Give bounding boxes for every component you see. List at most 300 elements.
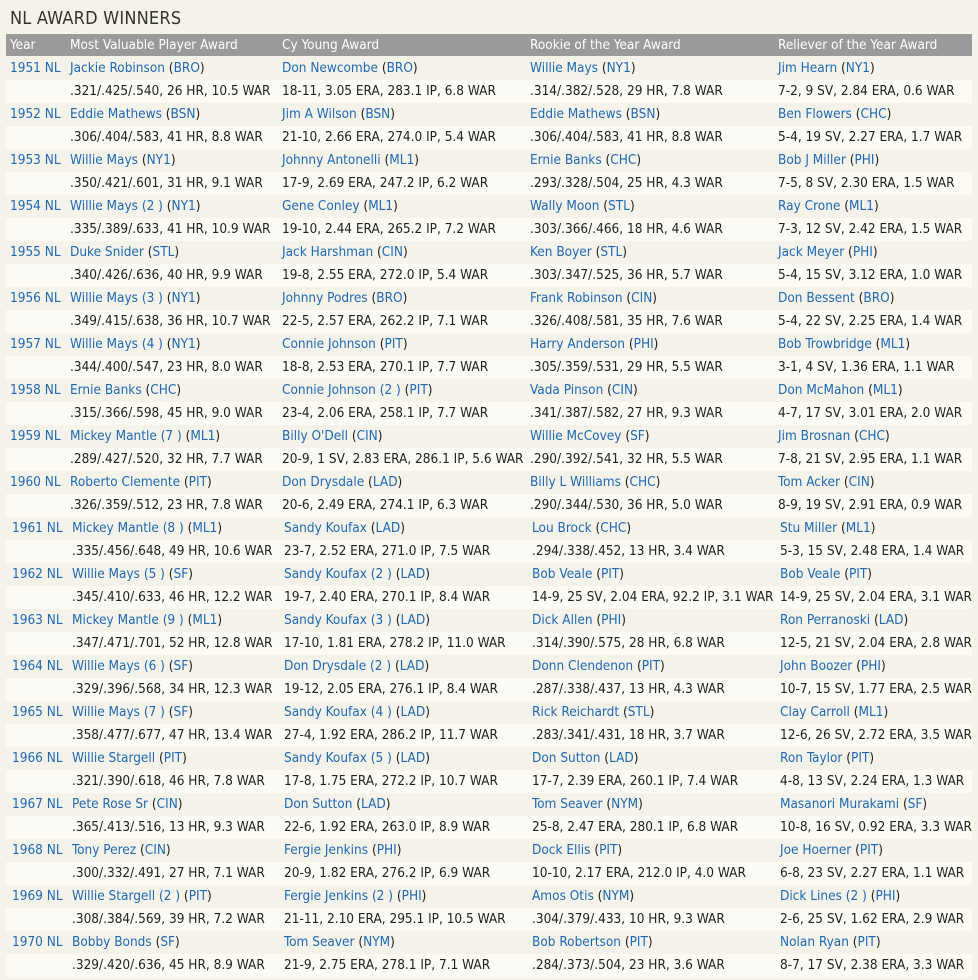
player-link[interactable]: Willie Mays (5 ): [72, 566, 165, 582]
player-link[interactable]: Nolan Ryan: [780, 934, 849, 950]
player-link[interactable]: Don McMahon: [778, 382, 865, 398]
player-link[interactable]: Billy O'Dell: [282, 428, 348, 444]
team-link[interactable]: PIT: [600, 566, 620, 582]
player-link[interactable]: Bobby Bonds: [72, 934, 152, 950]
table-row: [6, 931, 972, 954]
table-row: [6, 793, 972, 816]
cy-young-stats: 23-4, 2.06 ERA, 258.1 IP, 7.7 WAR: [282, 405, 489, 421]
team-link[interactable]: CHC: [610, 152, 637, 168]
reliever-stats: 12-5, 21 SV, 2.04 ERA, 2.8 WAR: [780, 635, 972, 651]
reliever-stats: 5-4, 19 SV, 2.27 ERA, 1.7 WAR: [778, 129, 963, 145]
player-link[interactable]: Don Bessent: [778, 290, 855, 306]
cy-young-winner: Billy O'Dell (CIN): [282, 428, 383, 444]
reliever-stats: 7-8, 21 SV, 2.95 ERA, 1.1 WAR: [778, 451, 963, 467]
player-link[interactable]: Lou Brock: [532, 520, 592, 536]
team-link[interactable]: NYM: [602, 888, 630, 904]
year-link[interactable]: 1960 NL: [10, 474, 61, 490]
table-row-stats: [6, 586, 972, 609]
year-link[interactable]: 1964 NL: [12, 658, 63, 674]
team-link[interactable]: NYM: [363, 934, 391, 950]
team-link[interactable]: NY1: [845, 60, 870, 76]
table-row: [6, 379, 972, 402]
player-link[interactable]: Willie Stargell (2 ): [72, 888, 181, 904]
player-link[interactable]: Mickey Mantle (7 ): [70, 428, 182, 444]
table-row: [6, 425, 972, 448]
team-link[interactable]: NY1: [171, 198, 196, 214]
team-link[interactable]: ML1: [880, 336, 906, 352]
cy-young-stats: 21-9, 2.75 ERA, 278.1 IP, 7.1 WAR: [284, 957, 491, 973]
table-row-stats: [6, 402, 972, 425]
player-link[interactable]: Stu Miller: [780, 520, 838, 536]
player-link[interactable]: Don Sutton: [284, 796, 353, 812]
player-link[interactable]: Sandy Koufax (5 ): [284, 750, 392, 766]
team-link[interactable]: CIN: [156, 796, 178, 812]
table-row-stats: [6, 632, 972, 655]
reliever-winner: Ron Taylor (PIT): [780, 750, 875, 766]
team-link[interactable]: ML1: [858, 704, 884, 720]
team-link[interactable]: LAD: [399, 658, 425, 674]
year-link[interactable]: 1957 NL: [10, 336, 61, 352]
year-link[interactable]: 1951 NL: [10, 60, 61, 76]
team-link[interactable]: PIT: [857, 934, 876, 950]
rookie-stats: .284/.373/.504, 23 HR, 3.6 WAR: [532, 957, 725, 973]
player-link[interactable]: Mickey Mantle (9 ): [72, 612, 184, 628]
player-link[interactable]: Jim Hearn: [778, 60, 838, 76]
team-link[interactable]: PIT: [409, 382, 428, 398]
player-link[interactable]: Willie Mays (2 ): [70, 198, 163, 214]
mvp-winner: Bobby Bonds (SF): [72, 934, 180, 950]
cy-young-stats: 22-5, 2.57 ERA, 262.2 IP, 7.1 WAR: [282, 313, 489, 329]
year-link[interactable]: 1970 NL: [12, 934, 63, 950]
year-link[interactable]: 1959 NL: [10, 428, 61, 444]
rookie-winner: Wally Moon (STL): [530, 198, 635, 214]
team-link[interactable]: SF: [630, 428, 645, 444]
player-link[interactable]: Don Drysdale (2 ): [284, 658, 392, 674]
table-row: [6, 287, 972, 310]
mvp-winner: Willie Stargell (PIT): [72, 750, 187, 766]
player-link[interactable]: Willie Mays (7 ): [72, 704, 165, 720]
player-link[interactable]: Jack Harshman: [282, 244, 374, 260]
team-link[interactable]: LAD: [400, 750, 426, 766]
reliever-winner: Bob Veale (PIT): [780, 566, 873, 582]
team-link[interactable]: PIT: [163, 750, 183, 766]
team-link[interactable]: SF: [173, 566, 189, 582]
team-link[interactable]: CIN: [631, 290, 653, 306]
team-link[interactable]: CIN: [356, 428, 378, 444]
player-link[interactable]: Johnny Antonelli: [282, 152, 381, 168]
team-link[interactable]: PHI: [376, 842, 397, 858]
year-link[interactable]: 1967 NL: [12, 796, 63, 812]
rookie-winner: Amos Otis (NYM): [532, 888, 635, 904]
player-link[interactable]: Duke Snider: [70, 244, 144, 260]
team-link[interactable]: STL: [152, 244, 175, 260]
team-link[interactable]: PIT: [188, 888, 208, 904]
team-link[interactable]: LAD: [400, 612, 426, 628]
rookie-stats: .306/.404/.583, 41 HR, 8.8 WAR: [530, 129, 723, 145]
team-link[interactable]: PHI: [875, 888, 896, 904]
team-link[interactable]: ML1: [389, 152, 415, 168]
mvp-stats: .358/.477/.677, 47 HR, 13.4 WAR: [72, 727, 273, 743]
mvp-winner: Mickey Mantle (7 ) (ML1): [70, 428, 221, 444]
reliever-stats: 8-9, 19 SV, 2.91 ERA, 0.9 WAR: [778, 497, 963, 513]
year-link[interactable]: 1954 NL: [10, 198, 61, 214]
year-link[interactable]: 1969 NL: [12, 888, 63, 904]
team-link[interactable]: BSN: [630, 106, 656, 122]
year-link[interactable]: 1958 NL: [10, 382, 61, 398]
table-row-stats: [6, 310, 972, 333]
year-link[interactable]: 1961 NL: [12, 520, 63, 536]
player-link[interactable]: Ray Crone: [778, 198, 841, 214]
player-link[interactable]: Bob Veale: [780, 566, 841, 582]
player-link[interactable]: Fergie Jenkins: [284, 842, 369, 858]
rookie-winner: Don Sutton (LAD): [532, 750, 639, 766]
mvp-stats: .321/.390/.618, 46 HR, 7.8 WAR: [72, 773, 265, 789]
player-link[interactable]: Connie Johnson: [282, 336, 376, 352]
player-link[interactable]: Masanori Murakami: [780, 796, 900, 812]
mvp-stats: .329/.396/.568, 34 HR, 12.3 WAR: [72, 681, 273, 697]
player-link[interactable]: Ron Taylor: [780, 750, 843, 766]
reliever-winner: Ray Crone (ML1): [778, 198, 879, 214]
mvp-stats: .289/.427/.520, 32 HR, 7.7 WAR: [70, 451, 263, 467]
mvp-winner: Mickey Mantle (9 ) (ML1): [72, 612, 223, 628]
player-link[interactable]: Willie Mays (3 ): [70, 290, 163, 306]
table-row-stats: [6, 540, 972, 563]
player-link[interactable]: Harry Anderson: [530, 336, 626, 352]
team-link[interactable]: CIN: [381, 244, 403, 260]
player-link[interactable]: Sandy Koufax: [284, 520, 367, 536]
rookie-stats: 10-10, 2.17 ERA, 212.0 IP, 4.0 WAR: [532, 865, 746, 881]
cy-young-winner: Jack Harshman (CIN): [282, 244, 408, 260]
team-link[interactable]: PIT: [384, 336, 403, 352]
cy-young-stats: 19-7, 2.40 ERA, 270.1 IP, 8.4 WAR: [284, 589, 491, 605]
player-link[interactable]: Sandy Koufax (2 ): [284, 566, 392, 582]
team-link[interactable]: PHI: [401, 888, 422, 904]
mvp-stats: .321/.425/.540, 26 HR, 10.5 WAR: [70, 83, 271, 99]
team-link[interactable]: ML1: [845, 520, 871, 536]
team-link[interactable]: BSN: [170, 106, 196, 122]
year-link[interactable]: 1966 NL: [12, 750, 63, 766]
player-link[interactable]: Willie Mays (6 ): [72, 658, 165, 674]
reliever-winner: Clay Carroll (ML1): [780, 704, 889, 720]
rookie-stats: 17-7, 2.39 ERA, 260.1 IP, 7.4 WAR: [532, 773, 739, 789]
team-link[interactable]: BRO: [173, 60, 200, 76]
team-link[interactable]: SF: [173, 704, 189, 720]
mvp-stats: .326/.359/.512, 23 HR, 7.8 WAR: [70, 497, 263, 513]
cy-young-winner: Sandy Koufax (3 ) (LAD): [284, 612, 430, 628]
team-link[interactable]: ML1: [190, 428, 216, 444]
player-link[interactable]: Gene Conley: [282, 198, 360, 214]
player-link[interactable]: Tom Seaver: [284, 934, 355, 950]
team-link[interactable]: SF: [160, 934, 176, 950]
player-link[interactable]: Don Drysdale: [282, 474, 365, 490]
player-link[interactable]: Ron Perranoski: [780, 612, 871, 628]
rookie-stats: .314/.390/.575, 28 HR, 6.8 WAR: [532, 635, 725, 651]
player-link[interactable]: Joe Hoerner: [780, 842, 852, 858]
player-link[interactable]: Bob Trowbridge: [778, 336, 872, 352]
year-block: [6, 379, 972, 425]
player-link[interactable]: Jack Meyer: [778, 244, 845, 260]
player-link[interactable]: Frank Robinson: [530, 290, 623, 306]
team-link[interactable]: LAD: [400, 704, 426, 720]
team-link[interactable]: LAD: [609, 750, 634, 766]
player-link[interactable]: Don Sutton: [532, 750, 601, 766]
player-link[interactable]: Connie Johnson (2 ): [282, 382, 401, 398]
team-link[interactable]: PIT: [641, 658, 661, 674]
reliever-stats: 7-5, 8 SV, 2.30 ERA, 1.5 WAR: [778, 175, 955, 191]
player-link[interactable]: Vada Pinson: [530, 382, 604, 398]
cy-young-stats: 19-12, 2.05 ERA, 276.1 IP, 8.4 WAR: [284, 681, 498, 697]
team-link[interactable]: LAD: [361, 796, 386, 812]
player-link[interactable]: Rick Reichardt: [532, 704, 620, 720]
team-link[interactable]: PHI: [633, 336, 654, 352]
team-link[interactable]: ML1: [872, 382, 898, 398]
team-link[interactable]: PHI: [854, 152, 875, 168]
mvp-stats: .347/.471/.701, 52 HR, 12.8 WAR: [72, 635, 273, 651]
player-link[interactable]: Clay Carroll: [780, 704, 850, 720]
player-link[interactable]: Ben Flowers: [778, 106, 852, 122]
team-link[interactable]: CIN: [611, 382, 634, 398]
player-link[interactable]: Jackie Robinson: [70, 60, 165, 76]
rookie-winner: Eddie Mathews (BSN): [530, 106, 661, 122]
cy-young-stats: 27-4, 1.92 ERA, 286.2 IP, 11.7 WAR: [284, 727, 498, 743]
year-link[interactable]: 1952 NL: [10, 106, 61, 122]
player-link[interactable]: Amos Otis: [532, 888, 594, 904]
player-link[interactable]: Ernie Banks: [70, 382, 142, 398]
table-row-stats: [6, 356, 972, 379]
year-link[interactable]: 1963 NL: [12, 612, 63, 628]
team-link[interactable]: SF: [173, 658, 189, 674]
cy-young-stats: 21-10, 2.66 ERA, 274.0 IP, 5.4 WAR: [282, 129, 496, 145]
team-link[interactable]: ML1: [368, 198, 394, 214]
reliever-stats: 3-1, 4 SV, 1.36 ERA, 1.1 WAR: [778, 359, 955, 375]
table-row: [6, 517, 972, 540]
table-row-stats: [6, 908, 972, 931]
reliever-winner: Dick Lines (2 ) (PHI): [780, 888, 901, 904]
reliever-stats: 10-7, 15 SV, 1.77 ERA, 2.5 WAR: [780, 681, 972, 697]
year-block: [6, 839, 972, 885]
player-link[interactable]: Tony Perez: [72, 842, 137, 858]
mvp-stats: .340/.426/.636, 40 HR, 9.9 WAR: [70, 267, 263, 283]
player-link[interactable]: Tom Acker: [778, 474, 841, 490]
cy-young-winner: Johnny Antonelli (ML1): [282, 152, 419, 168]
player-link[interactable]: Eddie Mathews: [530, 106, 622, 122]
player-link[interactable]: Don Newcombe: [282, 60, 378, 76]
team-link[interactable]: NY1: [606, 60, 631, 76]
team-link[interactable]: CHC: [629, 474, 656, 490]
table-row: [6, 701, 972, 724]
player-link[interactable]: Willie Mays (4 ): [70, 336, 163, 352]
year-link[interactable]: 1962 NL: [12, 566, 63, 582]
mvp-winner: Ernie Banks (CHC): [70, 382, 182, 398]
reliever-stats: 4-8, 13 SV, 2.24 ERA, 1.3 WAR: [780, 773, 965, 789]
team-link[interactable]: CHC: [150, 382, 177, 398]
year-block: [6, 425, 972, 471]
player-link[interactable]: Billy L Williams: [530, 474, 621, 490]
cy-young-winner: Connie Johnson (2 ) (PIT): [282, 382, 433, 398]
year-link[interactable]: 1956 NL: [10, 290, 61, 306]
cy-young-winner: Don Drysdale (2 ) (LAD): [284, 658, 430, 674]
player-link[interactable]: Willie McCovey: [530, 428, 622, 444]
team-link[interactable]: PIT: [599, 842, 618, 858]
team-link[interactable]: CHC: [860, 106, 887, 122]
cy-young-stats: 19-10, 2.44 ERA, 265.2 IP, 7.2 WAR: [282, 221, 496, 237]
team-link[interactable]: STL: [627, 704, 650, 720]
team-link[interactable]: BSN: [365, 106, 391, 122]
player-link[interactable]: Eddie Mathews: [70, 106, 162, 122]
cy-young-stats: 20-9, 1 SV, 2.83 ERA, 286.1 IP, 5.6 WAR: [282, 451, 524, 467]
mvp-stats: .345/.410/.633, 46 HR, 12.2 WAR: [72, 589, 273, 605]
mvp-winner: Willie Stargell (2 ) (PIT): [72, 888, 212, 904]
reliever-winner: Jack Meyer (PHI): [778, 244, 878, 260]
team-link[interactable]: NY1: [171, 336, 196, 352]
mvp-winner: Pete Rose Sr (CIN): [72, 796, 183, 812]
rookie-winner: Dock Ellis (PIT): [532, 842, 623, 858]
rookie-stats: .303/.347/.525, 36 HR, 5.7 WAR: [530, 267, 723, 283]
player-link[interactable]: Bob Veale: [532, 566, 593, 582]
team-link[interactable]: CHC: [858, 428, 885, 444]
table-row: [6, 103, 972, 126]
year-block: [6, 563, 972, 609]
player-link[interactable]: Ken Boyer: [530, 244, 592, 260]
mvp-winner: Eddie Mathews (BSN): [70, 106, 201, 122]
team-link[interactable]: NY1: [146, 152, 171, 168]
year-block: [6, 149, 972, 195]
player-link[interactable]: Bob J Miller: [778, 152, 846, 168]
team-link[interactable]: LAD: [400, 566, 426, 582]
team-link[interactable]: PHI: [852, 244, 873, 260]
team-link[interactable]: LAD: [375, 520, 401, 536]
rookie-stats: .287/.338/.437, 13 HR, 4.3 WAR: [532, 681, 725, 697]
team-link[interactable]: PIT: [851, 750, 870, 766]
mvp-stats: .306/.404/.583, 41 HR, 8.8 WAR: [70, 129, 263, 145]
year-link[interactable]: 1968 NL: [12, 842, 63, 858]
cy-young-stats: 21-11, 2.10 ERA, 295.1 IP, 10.5 WAR: [284, 911, 506, 927]
team-link[interactable]: BRO: [386, 60, 413, 76]
rookie-winner: Harry Anderson (PHI): [530, 336, 659, 352]
table-row: [6, 471, 972, 494]
rookie-winner: Ernie Banks (CHC): [530, 152, 642, 168]
team-link[interactable]: CHC: [600, 520, 627, 536]
reliever-stats: 4-7, 17 SV, 3.01 ERA, 2.0 WAR: [778, 405, 963, 421]
header-cy-young: Cy Young Award: [282, 37, 380, 53]
player-link[interactable]: Dick Allen: [532, 612, 593, 628]
team-link[interactable]: ML1: [192, 520, 218, 536]
team-link[interactable]: PHI: [601, 612, 622, 628]
player-link[interactable]: John Boozer: [780, 658, 853, 674]
reliever-stats: 5-4, 15 SV, 3.12 ERA, 1.0 WAR: [778, 267, 963, 283]
team-link[interactable]: PIT: [859, 842, 879, 858]
team-link[interactable]: BRO: [376, 290, 403, 306]
team-link[interactable]: BRO: [863, 290, 890, 306]
player-link[interactable]: Johnny Podres: [282, 290, 368, 306]
player-link[interactable]: Jim A Wilson: [282, 106, 357, 122]
team-link[interactable]: PHI: [860, 658, 881, 674]
player-link[interactable]: Willie Mays: [530, 60, 598, 76]
team-link[interactable]: LAD: [878, 612, 904, 628]
table-row-stats: [6, 80, 972, 103]
cy-young-stats: 20-6, 2.49 ERA, 274.1 IP, 6.3 WAR: [282, 497, 489, 513]
player-link[interactable]: Dick Lines (2 ): [780, 888, 867, 904]
team-link[interactable]: CIN: [144, 842, 166, 858]
rookie-winner: Billy L Williams (CHC): [530, 474, 661, 490]
reliever-winner: Bob Trowbridge (ML1): [778, 336, 911, 352]
rookie-stats: .314/.382/.528, 29 HR, 7.8 WAR: [530, 83, 723, 99]
reliever-stats: 5-3, 15 SV, 2.48 ERA, 1.4 WAR: [780, 543, 965, 559]
player-link[interactable]: Pete Rose Sr: [72, 796, 149, 812]
team-link[interactable]: CIN: [848, 474, 870, 490]
cy-young-winner: Tom Seaver (NYM): [284, 934, 395, 950]
year-link[interactable]: 1965 NL: [12, 704, 63, 720]
reliever-stats: 12-6, 26 SV, 2.72 ERA, 3.5 WAR: [780, 727, 972, 743]
team-link[interactable]: PIT: [629, 934, 648, 950]
team-link[interactable]: STL: [608, 198, 630, 214]
player-link[interactable]: Dock Ellis: [532, 842, 591, 858]
table-row: [6, 149, 972, 172]
team-link[interactable]: ML1: [849, 198, 874, 214]
table-row: [6, 241, 972, 264]
reliever-winner: Bob J Miller (PHI): [778, 152, 880, 168]
team-link[interactable]: NYM: [611, 796, 639, 812]
mvp-winner: Jackie Robinson (BRO): [70, 60, 205, 76]
player-link[interactable]: Wally Moon: [530, 198, 600, 214]
team-link[interactable]: SF: [907, 796, 923, 812]
mvp-winner: Duke Snider (STL): [70, 244, 180, 260]
player-link[interactable]: Tom Seaver: [532, 796, 603, 812]
cy-young-stats: 19-8, 2.55 ERA, 272.0 IP, 5.4 WAR: [282, 267, 489, 283]
rookie-stats: .305/.359/.531, 29 HR, 5.5 WAR: [530, 359, 723, 375]
table-row: [6, 333, 972, 356]
mvp-stats: .329/.420/.636, 45 HR, 8.9 WAR: [72, 957, 265, 973]
player-link[interactable]: Sandy Koufax (3 ): [284, 612, 392, 628]
player-link[interactable]: Willie Stargell: [72, 750, 156, 766]
player-link[interactable]: Donn Clendenon: [532, 658, 634, 674]
header-rookie: Rookie of the Year Award: [530, 37, 681, 53]
player-link[interactable]: Ernie Banks: [530, 152, 602, 168]
reliever-winner: John Boozer (PHI): [780, 658, 886, 674]
player-link[interactable]: Fergie Jenkins (2 ): [284, 888, 394, 904]
year-block: [6, 103, 972, 149]
player-link[interactable]: Jim Brosnan: [778, 428, 851, 444]
year-block: [6, 471, 972, 517]
table-row-stats: [6, 126, 972, 149]
reliever-stats: 14-9, 25 SV, 2.04 ERA, 3.1 WAR: [780, 589, 972, 605]
team-link[interactable]: LAD: [372, 474, 398, 490]
player-link[interactable]: Bob Robertson: [532, 934, 621, 950]
player-link[interactable]: Roberto Clemente: [70, 474, 181, 490]
player-link[interactable]: Willie Mays: [70, 152, 138, 168]
team-link[interactable]: PIT: [188, 474, 207, 490]
cy-young-stats: 17-10, 1.81 ERA, 278.2 IP, 11.0 WAR: [284, 635, 506, 651]
mvp-winner: Willie Mays (NY1): [70, 152, 176, 168]
table-row-stats: [6, 264, 972, 287]
cy-young-winner: Connie Johnson (PIT): [282, 336, 408, 352]
rookie-stats: .290/.392/.541, 32 HR, 5.5 WAR: [530, 451, 723, 467]
player-link[interactable]: Sandy Koufax (4 ): [284, 704, 392, 720]
team-link[interactable]: NY1: [171, 290, 196, 306]
team-link[interactable]: ML1: [192, 612, 218, 628]
year-link[interactable]: 1955 NL: [10, 244, 61, 260]
mvp-winner: Willie Mays (2 ) (NY1): [70, 198, 201, 214]
team-link[interactable]: PIT: [848, 566, 868, 582]
team-link[interactable]: STL: [600, 244, 623, 260]
reliever-winner: Ron Perranoski (LAD): [780, 612, 909, 628]
mvp-stats: .365/.413/.516, 13 HR, 9.3 WAR: [72, 819, 265, 835]
rookie-stats: .341/.387/.582, 27 HR, 9.3 WAR: [530, 405, 723, 421]
year-link[interactable]: 1953 NL: [10, 152, 61, 168]
year-block: [6, 885, 972, 931]
table-row-stats: [6, 724, 972, 747]
player-link[interactable]: Mickey Mantle (8 ): [72, 520, 184, 536]
